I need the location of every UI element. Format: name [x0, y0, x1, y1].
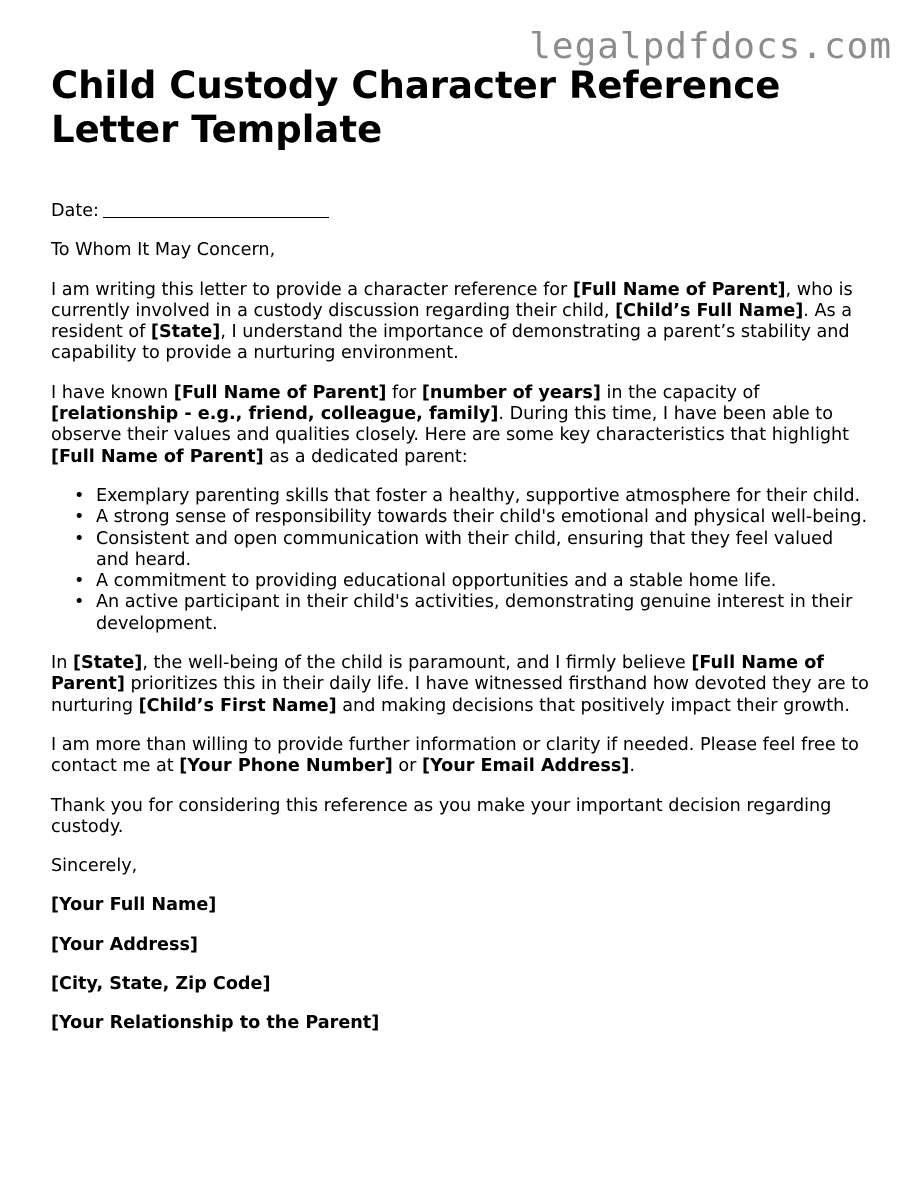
text: .	[629, 756, 635, 777]
list-item-text: Consistent and open communication with their child, ensuring that they feel valued and heard.	[96, 528, 834, 570]
list-item: • Exemplary parenting skills that foster a healthy, supportive atmosphere for their child.	[74, 485, 861, 506]
text: or	[392, 756, 422, 777]
signature-relationship: [Your Relationship to the Parent]	[51, 1013, 380, 1034]
letter-document	[51, 64, 871, 1035]
document-title: Child Custody Character Reference Letter Template	[51, 64, 781, 151]
list-item-text: A strong sense of responsibility towards their child's emotional and physical well-being.	[96, 507, 868, 528]
list-item-text: A commitment to providing educational opportunities and a stable home life.	[96, 571, 777, 592]
salutation: To Whom It May Concern,	[51, 240, 276, 261]
text: I have known	[51, 382, 174, 403]
placeholder-parent-name: [Full Name of Parent]	[51, 446, 264, 467]
date-blank	[103, 199, 329, 218]
text: I am writing this letter to provide a character reference for	[51, 279, 573, 300]
signature-city: [City, State, Zip Code]	[51, 974, 271, 995]
placeholder-email: [Your Email Address]	[421, 756, 630, 777]
placeholder-child-name: [Child’s Full Name]	[615, 300, 804, 321]
list-item: • A commitment to providing educational opportunities and a stable home life.	[74, 571, 777, 592]
signature-address: [Your Address]	[51, 934, 198, 955]
text: prioritizes this in their daily life. I have witnessed firsthand how devoted they are to nurturing	[51, 674, 869, 716]
placeholder-state: [State]	[72, 653, 143, 674]
text: . During this time, I have been able to observe their values and qualities closely. Here are some key characteristics that highlight	[51, 404, 850, 446]
paragraph-state	[51, 653, 871, 717]
text: and making decisions that positively impact their growth.	[336, 695, 850, 716]
paragraph-contact	[51, 735, 871, 778]
placeholder-parent-name: [Full Name of Parent]	[51, 653, 824, 695]
text: . As a resident of	[51, 300, 853, 343]
date-line	[51, 199, 871, 222]
list-item: • A strong sense of responsibility towards their child's emotional and physical well-being.	[74, 507, 868, 528]
paragraph-thanks: Thank you for considering this reference as you make your important decision regarding custody.	[51, 795, 832, 837]
paragraph-relationship	[51, 383, 871, 468]
characteristics-list	[51, 486, 871, 635]
paragraph-intro	[51, 280, 871, 365]
text: , I understand the importance of demonstrating a parent’s stability and capability to provide a nurturing environment.	[51, 322, 850, 364]
placeholder-child-first-name: [Child’s First Name]	[138, 695, 337, 716]
list-item-text: Exemplary parenting skills that foster a healthy, supportive atmosphere for their child.	[96, 485, 861, 506]
placeholder-phone: [Your Phone Number]	[179, 756, 393, 777]
text: as a dedicated parent:	[263, 446, 468, 467]
placeholder-state: [State]	[150, 322, 221, 343]
date-label: Date:	[51, 201, 99, 221]
text: in the capacity of	[600, 382, 760, 403]
list-item-text: An active participant in their child's activities, demonstrating genuine interest in their development.	[96, 592, 853, 634]
text: , the well-being of the child is paramount, and I firmly believe	[142, 653, 692, 674]
placeholder-relationship: [relationship - e.g., friend, colleague, family]	[51, 404, 499, 425]
text: for	[386, 382, 422, 403]
text: I am more than willing to provide further information or clarity if needed. Please feel free to contact me at	[51, 734, 859, 777]
text: , who is currently involved in a custody discussion regarding their child,	[51, 279, 853, 321]
closing: Sincerely,	[51, 856, 138, 877]
signature-name: [Your Full Name]	[51, 895, 217, 916]
list-item: • An active participant in their child's activities, demonstrating genuine interest in their development.	[74, 592, 853, 634]
placeholder-parent-name: [Full Name of Parent]	[572, 279, 786, 300]
placeholder-parent-name: [Full Name of Parent]	[173, 382, 387, 403]
list-item: • Consistent and open communication with their child, ensuring that they feel valued and heard.	[74, 528, 834, 570]
placeholder-years: [number of years]	[421, 382, 601, 403]
watermark: legalpdfdocs.com	[529, 26, 892, 67]
text: In	[51, 653, 73, 674]
